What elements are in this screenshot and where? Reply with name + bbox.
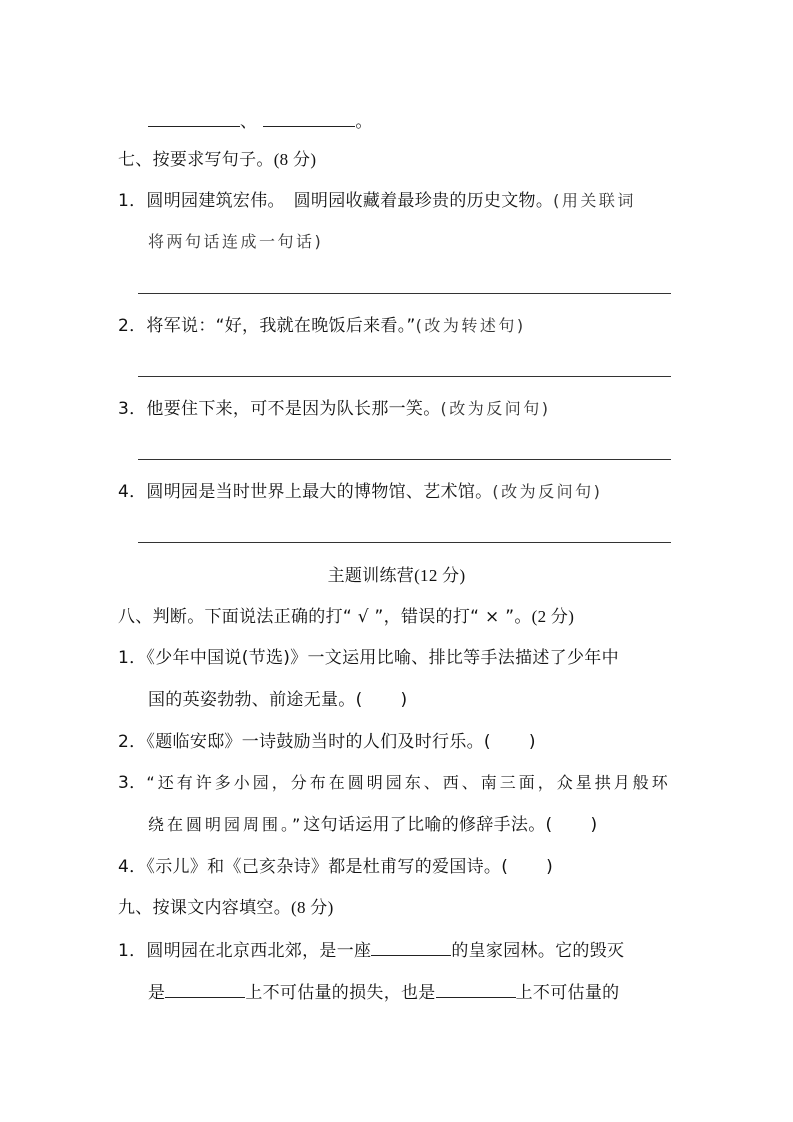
item-text: 的皇家园林。它的毁灭 xyxy=(451,941,625,961)
s7-item-2 xyxy=(118,315,526,337)
item-text: 《示儿》和《己亥杂诗》都是杜甫写的爱国诗。( xyxy=(146,857,509,877)
heading-title: 主题训练营 xyxy=(327,566,415,586)
item-number: 4． xyxy=(118,482,147,502)
item-text: 上不可估量的 xyxy=(515,983,620,1003)
item-quote: 绕在圆明园周围。” xyxy=(148,815,304,834)
item-text: 《少年中国说(节选)》一文运用比喻、排比等手法描述了少年中 xyxy=(146,648,619,668)
item-number: 2． xyxy=(118,732,147,752)
s9-item-1 xyxy=(118,939,624,962)
fill-blank[interactable] xyxy=(436,981,516,998)
answer-line[interactable] xyxy=(138,376,671,377)
answer-line[interactable] xyxy=(138,459,671,460)
close-paren: ) xyxy=(528,732,536,752)
fill-blank[interactable] xyxy=(371,939,451,956)
s8-item-1-cont xyxy=(148,689,407,711)
item-text: 将军说：“好，我就在晚饭后来看。” xyxy=(146,316,416,336)
section-title: 九、按课文内容填空。 xyxy=(118,898,291,918)
s7-item-1-hint-cont: 将两句话连成一句话) xyxy=(148,232,324,251)
item-text: 《题临安邸》一诗鼓励当时的人们及时行乐。( xyxy=(146,732,491,752)
item-text: 圆明园在北京西北郊，是一座 xyxy=(146,941,372,961)
item-text: 是 xyxy=(148,983,166,1003)
section7-heading xyxy=(118,149,316,171)
s9-item-1-cont xyxy=(148,981,619,1004)
section-title: 八、判断。下面说法正确的打“ √ ”，错误的打“ × ”。 xyxy=(118,607,532,627)
item-text: 上不可估量的损失，也是 xyxy=(245,983,436,1003)
s8-item-2 xyxy=(118,731,536,753)
top-fill-blanks xyxy=(148,110,373,133)
s7-item-4 xyxy=(118,481,602,503)
fill-blank[interactable] xyxy=(165,981,245,998)
period: 。 xyxy=(355,112,373,132)
close-paren: ) xyxy=(400,690,408,710)
s8-item-1 xyxy=(118,647,619,669)
s8-item-3 xyxy=(118,772,671,794)
theme-camp-heading xyxy=(0,565,793,587)
item-number: 2． xyxy=(118,316,147,336)
answer-line[interactable] xyxy=(138,293,671,294)
item-hint: (改为反问句) xyxy=(492,482,603,501)
item-number: 3． xyxy=(118,399,147,419)
fill-blank[interactable] xyxy=(148,110,240,127)
item-hint: (用关联词 xyxy=(553,191,636,210)
item-hint: (改为反问句) xyxy=(440,399,551,418)
section8-heading xyxy=(118,606,574,628)
item-text: 国的英姿勃勃、前途无量。( xyxy=(148,690,363,710)
s8-item-4 xyxy=(118,856,553,878)
item-number: 1． xyxy=(118,941,147,961)
section-score: (2 分) xyxy=(531,607,575,626)
section-title: 七、按要求写句子。 xyxy=(118,150,274,170)
close-paren: ) xyxy=(590,815,598,835)
item-text: 圆明园是当时世界上最大的博物馆、艺术馆。 xyxy=(146,482,493,502)
s8-item-3-cont xyxy=(148,814,597,836)
fill-blank[interactable] xyxy=(263,110,355,127)
item-quote: “还有许多小园，分布在圆明园东、西、南三面，众星拱月般环 xyxy=(146,773,671,792)
heading-score: (12 分) xyxy=(414,566,466,585)
close-paren: ) xyxy=(546,857,554,877)
item-number: 4． xyxy=(118,857,147,877)
item-text: 圆明园建筑宏伟。 圆明园收藏着最珍贵的历史文物。 xyxy=(146,191,554,211)
answer-line[interactable] xyxy=(138,542,671,543)
item-text: 这句话运用了比喻的修辞手法。( xyxy=(303,815,553,835)
item-number: 1． xyxy=(118,648,147,668)
s7-item-3 xyxy=(118,398,551,420)
s7-item-1 xyxy=(118,190,636,212)
item-number: 1． xyxy=(118,191,147,211)
section9-heading xyxy=(118,897,334,919)
section-score: (8 分) xyxy=(291,898,334,917)
item-hint: (改为转述句) xyxy=(415,316,526,335)
item-number: 3． xyxy=(118,773,147,793)
item-text: 他要住下来，可不是因为队长那一笑。 xyxy=(146,399,441,419)
section-score: (8 分) xyxy=(273,150,317,169)
separator: 、 xyxy=(240,112,258,132)
